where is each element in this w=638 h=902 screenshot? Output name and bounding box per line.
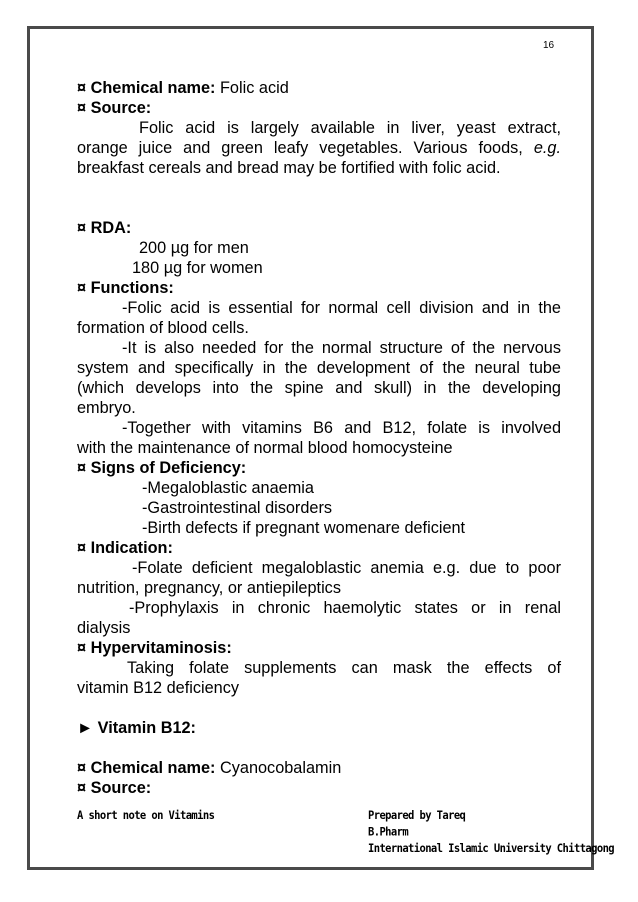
b12-source-heading [77, 778, 561, 798]
bullet: ¤ [77, 759, 87, 777]
heading-label: Functions: [90, 279, 174, 297]
page-number: 16 [543, 40, 555, 51]
folic-source-heading [77, 98, 561, 118]
arrow-icon: ► [77, 719, 94, 737]
footer-right [368, 808, 614, 858]
function-line: (which develops into the spine and skull) in the developing [77, 379, 561, 397]
indication-line: -Folate deficient megaloblastic anemia e.g. due to poor [132, 559, 561, 577]
hyper-line: vitamin B12 deficiency [77, 679, 239, 697]
function-line: -Together with vitamins B6 and B12, folate is involved [122, 419, 561, 437]
function-line: embryo. [77, 399, 136, 417]
folic-indication-heading [77, 538, 561, 558]
eg-text: e.g. [533, 139, 561, 157]
bullet: ¤ [77, 459, 87, 477]
source-line: breakfast cereals and bread may be fortified with folic acid. [77, 159, 501, 177]
hyper-line: Taking folate supplements can mask the effects of [127, 659, 561, 677]
indication-line: nutrition, pregnancy, or antiepileptics [77, 579, 341, 597]
bullet: ¤ [77, 79, 87, 97]
chemical-name-value: Folic acid [215, 79, 289, 97]
b12-chemical-name [77, 758, 561, 778]
chemical-name-value: Cyanocobalamin [215, 759, 342, 777]
deficiency-item: -Birth defects if pregnant womenare deficient [142, 519, 466, 537]
rda-women: 180 µg for women [132, 259, 263, 277]
heading-label: Chemical name: [90, 759, 216, 777]
heading-label: RDA: [90, 219, 132, 237]
heading-label: Indication: [90, 539, 173, 557]
source-line: Folic acid is largely available in liver, yeast extract, [139, 119, 561, 137]
heading-label: Source: [90, 99, 152, 117]
bullet: ¤ [77, 99, 87, 117]
function-line: system and specifically in the development of the neural tube [77, 359, 561, 377]
heading-label: Signs of Deficiency: [90, 459, 247, 477]
footer-author: Prepared by Tareq [368, 809, 466, 823]
bullet: ¤ [77, 539, 87, 557]
footer-degree: B.Pharm [368, 825, 409, 839]
folic-chemical-name [77, 78, 561, 98]
function-line: -It is also needed for the normal structure of the nervous [122, 339, 561, 357]
bullet: ¤ [77, 779, 87, 797]
folic-functions-heading [77, 278, 561, 298]
footer-left: A short note on Vitamins [77, 809, 215, 823]
section-title: Vitamin B12: [97, 719, 196, 737]
function-line: formation of blood cells. [77, 319, 249, 337]
bullet: ¤ [77, 219, 87, 237]
folic-hyper-heading [77, 638, 561, 658]
b12-heading [77, 718, 561, 738]
function-line: with the maintenance of normal blood homocysteine [77, 439, 453, 457]
rda-men: 200 µg for men [139, 239, 249, 257]
heading-label: Chemical name: [90, 79, 216, 97]
folic-rda-heading [77, 218, 561, 238]
heading-label: Hypervitaminosis: [90, 639, 232, 657]
function-line: -Folic acid is essential for normal cell division and in the [122, 299, 561, 317]
deficiency-item: -Gastrointestinal disorders [142, 499, 333, 517]
source-line: orange juice and green leafy vegetables. Various foods, e.g. [77, 139, 561, 157]
heading-label: Source: [90, 779, 152, 797]
bullet: ¤ [77, 639, 87, 657]
folic-deficiency-heading [77, 458, 561, 478]
indication-line: -Prophylaxis in chronic haemolytic states or in renal [129, 599, 561, 617]
footer-university: International Islamic University Chittagong [368, 842, 615, 856]
bullet: ¤ [77, 279, 87, 297]
deficiency-item: -Megaloblastic anaemia [142, 479, 314, 497]
indication-line: dialysis [77, 619, 131, 637]
document-body [77, 78, 561, 798]
